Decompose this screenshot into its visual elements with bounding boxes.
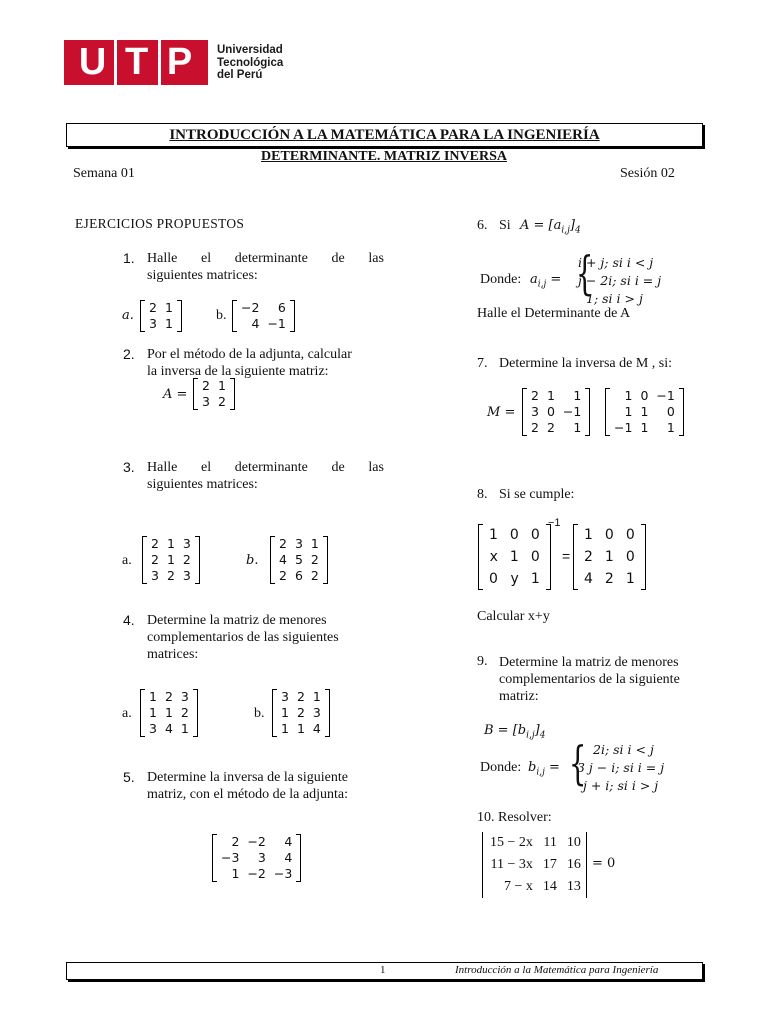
exercise-number: 3. [123,459,135,475]
cases-e9 [577,741,664,795]
case-line: 1; si i > j [586,291,643,306]
matrix-cell: −2 [247,866,266,881]
matrix-cell: 11 − 3x [490,857,533,872]
matrix-cell: −2 [241,300,260,315]
matrix-body [277,689,325,737]
matrix-cell: 3 [182,568,191,583]
matrix-row [237,300,290,316]
exercise-1-line2: siguientes matrices: [147,268,258,283]
matrix-cell: 1 [166,552,175,567]
case-brace: { [568,736,587,790]
symbol: a [530,272,538,287]
matrix-cell: 2 [296,705,305,720]
matrix-cell: 1 [281,705,289,720]
matrix-body [217,834,296,882]
exercise-9-line1: Determine la matriz de menores [499,655,679,670]
matrix-cell: 2 [151,536,159,551]
matrix-cell: 2 [231,834,240,849]
exercise-number: 4. [123,612,135,628]
matrix-row [483,568,546,590]
case-line: 2i; si i < j [593,742,654,757]
matrix-cell: 17 [542,857,557,872]
word: las [368,460,384,475]
word: determinante [234,460,308,475]
topic-text: DETERMINANTE. MATRIZ INVERSA [261,149,507,164]
matrix-cell: 5 [294,552,303,567]
word: determinante [234,251,308,266]
exercise-9-line2: complementarios de la siguiente [499,672,680,687]
matrix-cell: 0 [625,527,635,543]
matrix-body [198,378,230,410]
matrix-row [198,394,230,410]
matrix-row [578,568,641,590]
case-line: 3 j − i; si i = j [577,760,665,775]
matrix-cell: 1 [180,721,189,736]
matrix-cell: 16 [566,857,581,872]
exercise-5-line1: Determine la inversa de la siguiente [147,770,348,785]
matrix-cell: 14 [542,879,557,894]
matrix-cell: 1 [624,388,633,403]
matrix-cell: 13 [566,879,581,894]
exercise-number: 6. [477,218,488,233]
matrix-cell: −1 [562,404,582,419]
matrix-row [145,300,177,316]
matrix-cell: 3 [149,721,157,736]
matrix-cell: 1 [164,316,173,331]
matrix-row [198,378,230,394]
case-line: i + j; si i < j [578,255,654,270]
matrix-row [275,536,323,552]
determinant-e10 [482,832,589,898]
matrix-row [277,721,325,737]
donde-label: Donde: [480,760,522,775]
matrix-cell: 4 [312,721,321,736]
matrix [482,832,589,898]
matrix-cell: 2 [202,378,210,393]
matrix [478,524,551,590]
matrix-cell: 2 [149,300,157,315]
matrix-cell: 2 [279,536,287,551]
exercise-4-line1: Determine la matriz de menores [147,613,327,628]
case-brace: { [575,246,594,300]
matrix-cell: 2 [604,571,614,587]
matrix-cell: 1 [573,388,582,403]
matrix-cell: 0 [666,404,675,419]
matrix-row [610,420,679,436]
matrix-cell: 1 [489,527,498,543]
matrix-cell: 6 [277,300,286,315]
cases-e6 [578,254,661,308]
exercise-10-text [477,810,552,826]
matrix-e8-m1 [478,524,551,590]
matrix-cell: 3 [531,404,539,419]
matrix-e3-a [142,536,200,584]
exercise-number: 5. [123,769,135,785]
matrix-body [145,300,177,332]
matrix-body [147,536,195,584]
logo-letter-t: T [124,41,150,83]
matrix-cell: 1 [310,536,319,551]
logo-letter-u: U [78,41,108,83]
course-title-box [66,123,703,147]
matrix-cell: −1 [267,316,286,331]
matrix-row [483,546,546,568]
matrix-row [147,536,195,552]
university-name [217,44,283,82]
exercise-number: 1. [123,250,135,266]
matrix-cell: x [489,549,498,565]
matrix-e1-a [140,300,182,332]
university-line: del Perú [217,69,263,81]
matrix-cell: −1 [656,388,675,403]
matrix-row [485,832,586,854]
word: el [201,251,212,266]
exercise-4-line2: complementarios de las siguientes [147,630,339,645]
matrix-cell: 4 [284,850,293,865]
matrix-cell: 1 [164,300,173,315]
exercise-text: Resolver: [498,810,552,825]
matrix-bracket-right [290,300,295,332]
exercise-4-line3: matrices: [147,647,199,662]
matrix [573,524,646,590]
matrix-row [237,316,290,332]
matrix-cell: 3 [182,536,191,551]
matrix-row [610,388,679,404]
matrix-e7-m1 [522,388,590,436]
matrix [193,378,235,410]
matrix-body [145,689,193,737]
matrix-row [145,316,177,332]
si-word: Si [499,218,511,233]
matrix-cell: 4 [284,834,293,849]
matrix-cell: y [510,571,519,587]
exercise-6-tail: Halle el Determinante de A [477,306,631,321]
matrix-bracket-right [323,536,328,584]
matrix-cell: 2 [310,568,319,583]
matrix-cell: 3 [257,850,266,865]
matrix-row [145,689,193,705]
subscript: i,j [537,279,547,290]
matrix-cell: 1 [573,420,582,435]
subscript: i,j [526,730,535,741]
matrix-cell: 10 [566,835,581,850]
matrix-def-b: $B = [b_{i,j}]_4$ [484,723,546,741]
word: el [201,460,212,475]
donde-label: Donde: [480,272,522,287]
matrix-cell: −3 [221,850,240,865]
matrix-row [145,721,193,737]
exercise-2-line2: la inversa de la siguiente matriz: [147,364,329,379]
case-line: j + i; si i > j [583,778,659,793]
matrix-e3-b [270,536,328,584]
matrix-cell: 15 − 2x [490,835,533,850]
word: Halle [147,460,178,475]
matrix [140,689,198,737]
matrix-cell: 3 [180,689,189,704]
week-label: Semana 01 [73,166,135,181]
matrix-bracket-right [679,388,684,436]
matrix-cell: 2 [531,420,539,435]
matrix-cell: 4 [584,571,593,587]
exercise-number: 10. [477,810,495,825]
label-text: a. [122,308,134,323]
label-b: b. [246,553,259,568]
exercise-number: 9. [477,654,488,669]
matrix-cell: 4 [279,552,287,567]
subscript: 4 [574,225,581,236]
course-title: INTRODUCCIÓN A LA MATEMÁTICA PARA LA INGENIERÍA [169,127,600,143]
matrix-cell: 2 [217,394,226,409]
exercise-9-line3: matriz: [499,689,539,704]
logo-divider [158,40,161,85]
matrix-bracket-right [193,689,198,737]
matrix-row [275,552,323,568]
matrix-body [527,388,585,436]
matrix-row [145,705,193,721]
matrix-row [277,705,325,721]
matrix-cell: 6 [294,568,303,583]
matrix-body [610,388,679,436]
matrix [272,689,330,737]
matrix-body [275,536,323,584]
matrix-body [485,832,586,898]
logo-divider [114,40,117,85]
matrix-cell: 1 [149,705,157,720]
matrix-cell: 1 [164,705,173,720]
matrix-e4-b [272,689,330,737]
aij-symbol: $a_{i,j}$ = [530,272,562,290]
matrix-cell: 3 [312,705,321,720]
matrix-row [275,568,323,584]
utp-logo [64,40,208,85]
matrix-row [217,850,296,866]
matrix-e8-m2 [573,524,646,590]
matrix-body [483,524,546,590]
matrix-cell: 0 [604,527,614,543]
equals-sign: = [562,548,571,564]
matrix-cell: 1 [546,388,555,403]
label-b: b. [254,706,265,721]
matrix-body [237,300,290,332]
matrix-cell: 11 [543,835,557,850]
matrix-row [527,420,585,436]
matrix-cell: 2 [180,705,189,720]
matrix-row [217,834,296,850]
logo-letter-p: P [166,41,194,83]
matrix-row [578,524,641,546]
matrix-cell: 2 [296,689,305,704]
subscript: i,j [561,225,570,236]
university-line: Universidad [217,44,283,56]
matrix [605,388,684,436]
matrix-cell: −2 [247,834,266,849]
matrix-cell: 4 [251,316,260,331]
matrix-bracket-right [641,524,646,590]
exercise-2-line1: Por el método de la adjunta, calcular [147,347,352,362]
matrix-def-a: $A = [a_{i,j}]_4$ [520,218,581,236]
matrix-bracket-right [177,300,182,332]
label-a [122,308,134,323]
lhs: A = [a [520,218,562,233]
matrix-cell: 2 [182,552,191,567]
matrix-cell: 1 [666,420,675,435]
matrix-cell: 1 [217,378,226,393]
matrix [270,536,328,584]
matrix-cell: 3 [294,536,303,551]
matrix-lhs: M = [487,405,516,420]
equals-zero: = 0 [592,856,616,871]
matrix-bracket-right [586,832,589,898]
bij-symbol: $b_{i,j}$ = [528,760,560,778]
matrix-cell: 1 [166,536,175,551]
exercise-5-line2: matriz, con el método de la adjunta: [147,787,348,802]
matrix-cell: 1 [149,689,157,704]
matrix-cell: 0 [546,404,555,419]
exercise-number: 8. [477,487,488,502]
matrix [142,536,200,584]
matrix-cell: 7 − x [504,879,533,894]
matrix-cell: 1 [625,571,635,587]
matrix-lhs: A = [163,387,188,402]
matrix-cell: 1 [604,549,614,565]
matrix-cell: 2 [584,549,593,565]
matrix-cell: 0 [640,388,649,403]
topic-title [0,149,768,165]
matrix-cell: 2 [310,552,319,567]
matrix-cell: 2 [166,568,175,583]
matrix-bracket-right [585,388,590,436]
word: las [368,251,384,266]
exercise-7-text: Determine la inversa de M , si: [499,356,673,371]
label-b: b. [216,308,227,323]
subscript: 4 [539,730,546,741]
matrix-bracket-right [296,834,301,882]
matrix-cell: 3 [281,689,289,704]
matrix-row [527,404,585,420]
matrix-row [483,524,546,546]
subscript: i,j [536,767,545,778]
symbol: b [528,760,537,775]
exercise-8-tail: Calcular x+y [477,609,550,624]
matrix-cell: 1 [312,689,321,704]
matrix-e1-b [232,300,295,332]
matrix [212,834,301,882]
matrix-row [147,568,195,584]
matrix-cell: 1 [530,571,540,587]
matrix-row [527,388,585,404]
matrix-cell: 4 [164,721,173,736]
matrix-e7-m2 [605,388,684,436]
matrix-e4-a [140,689,198,737]
matrix-row [147,552,195,568]
word: de [331,251,345,266]
matrix [232,300,295,332]
matrix-row [610,404,679,420]
exercise-number: 7. [477,356,488,371]
matrix-e5 [212,834,301,882]
exercise-8-text: Si se cumple: [499,487,575,502]
lhs: B = [b [484,723,527,738]
matrix-cell: 3 [151,568,159,583]
matrix-row [277,689,325,705]
label-a: a. [122,706,132,721]
matrix-cell: −1 [614,420,633,435]
matrix-cell: 0 [489,571,498,587]
matrix-cell: −3 [273,866,293,881]
page-number: 1 [380,964,386,976]
matrix-cell: 1 [296,721,305,736]
matrix-cell: 1 [281,721,289,736]
matrix-cell: 0 [509,527,519,543]
matrix-cell: 3 [202,394,210,409]
matrix-cell: 1 [231,866,240,881]
matrix-cell: 1 [640,420,649,435]
matrix-bracket-right [195,536,200,584]
matrix-row [217,866,296,882]
matrix-cell: 2 [151,552,159,567]
matrix-cell: 1 [624,404,633,419]
matrix-bracket-right [546,524,551,590]
matrix-cell: 0 [625,549,635,565]
exercise-1-line1 [147,250,384,267]
label-a: a. [122,553,132,568]
exercise-number: 2. [123,346,135,362]
session-label: Sesión 02 [620,166,675,181]
matrix [522,388,590,436]
exercise-3-line1 [147,459,384,476]
matrix-row [578,546,641,568]
exercise-3-line2: siguientes matrices: [147,477,258,492]
matrix-cell: 0 [530,549,540,565]
matrix-bracket-right [230,378,235,410]
matrix-cell: 3 [149,316,157,331]
matrix-cell: 2 [279,568,287,583]
matrix-cell: 2 [546,420,555,435]
university-line: Tecnológica [217,56,284,69]
matrix-bracket-right [325,689,330,737]
matrix-body [578,524,641,590]
matrix-cell: 2 [164,689,173,704]
matrix-row [485,876,586,898]
section-title: EJERCICIOS PROPUESTOS [75,216,245,231]
matrix-cell: 2 [531,388,539,403]
matrix-cell: 1 [509,549,519,565]
inverse-exponent: −1 [548,517,561,529]
matrix-cell: 0 [530,527,540,543]
matrix [140,300,182,332]
word: de [331,460,345,475]
word: Halle [147,251,178,266]
matrix-e2 [193,378,235,410]
matrix-cell: 1 [640,404,649,419]
case-line: j − 2i; si i = j [578,273,662,288]
matrix-row [485,854,586,876]
footer-title: Introducción a la Matemática para Ingeniería [455,964,659,976]
matrix-cell: 1 [584,527,593,543]
